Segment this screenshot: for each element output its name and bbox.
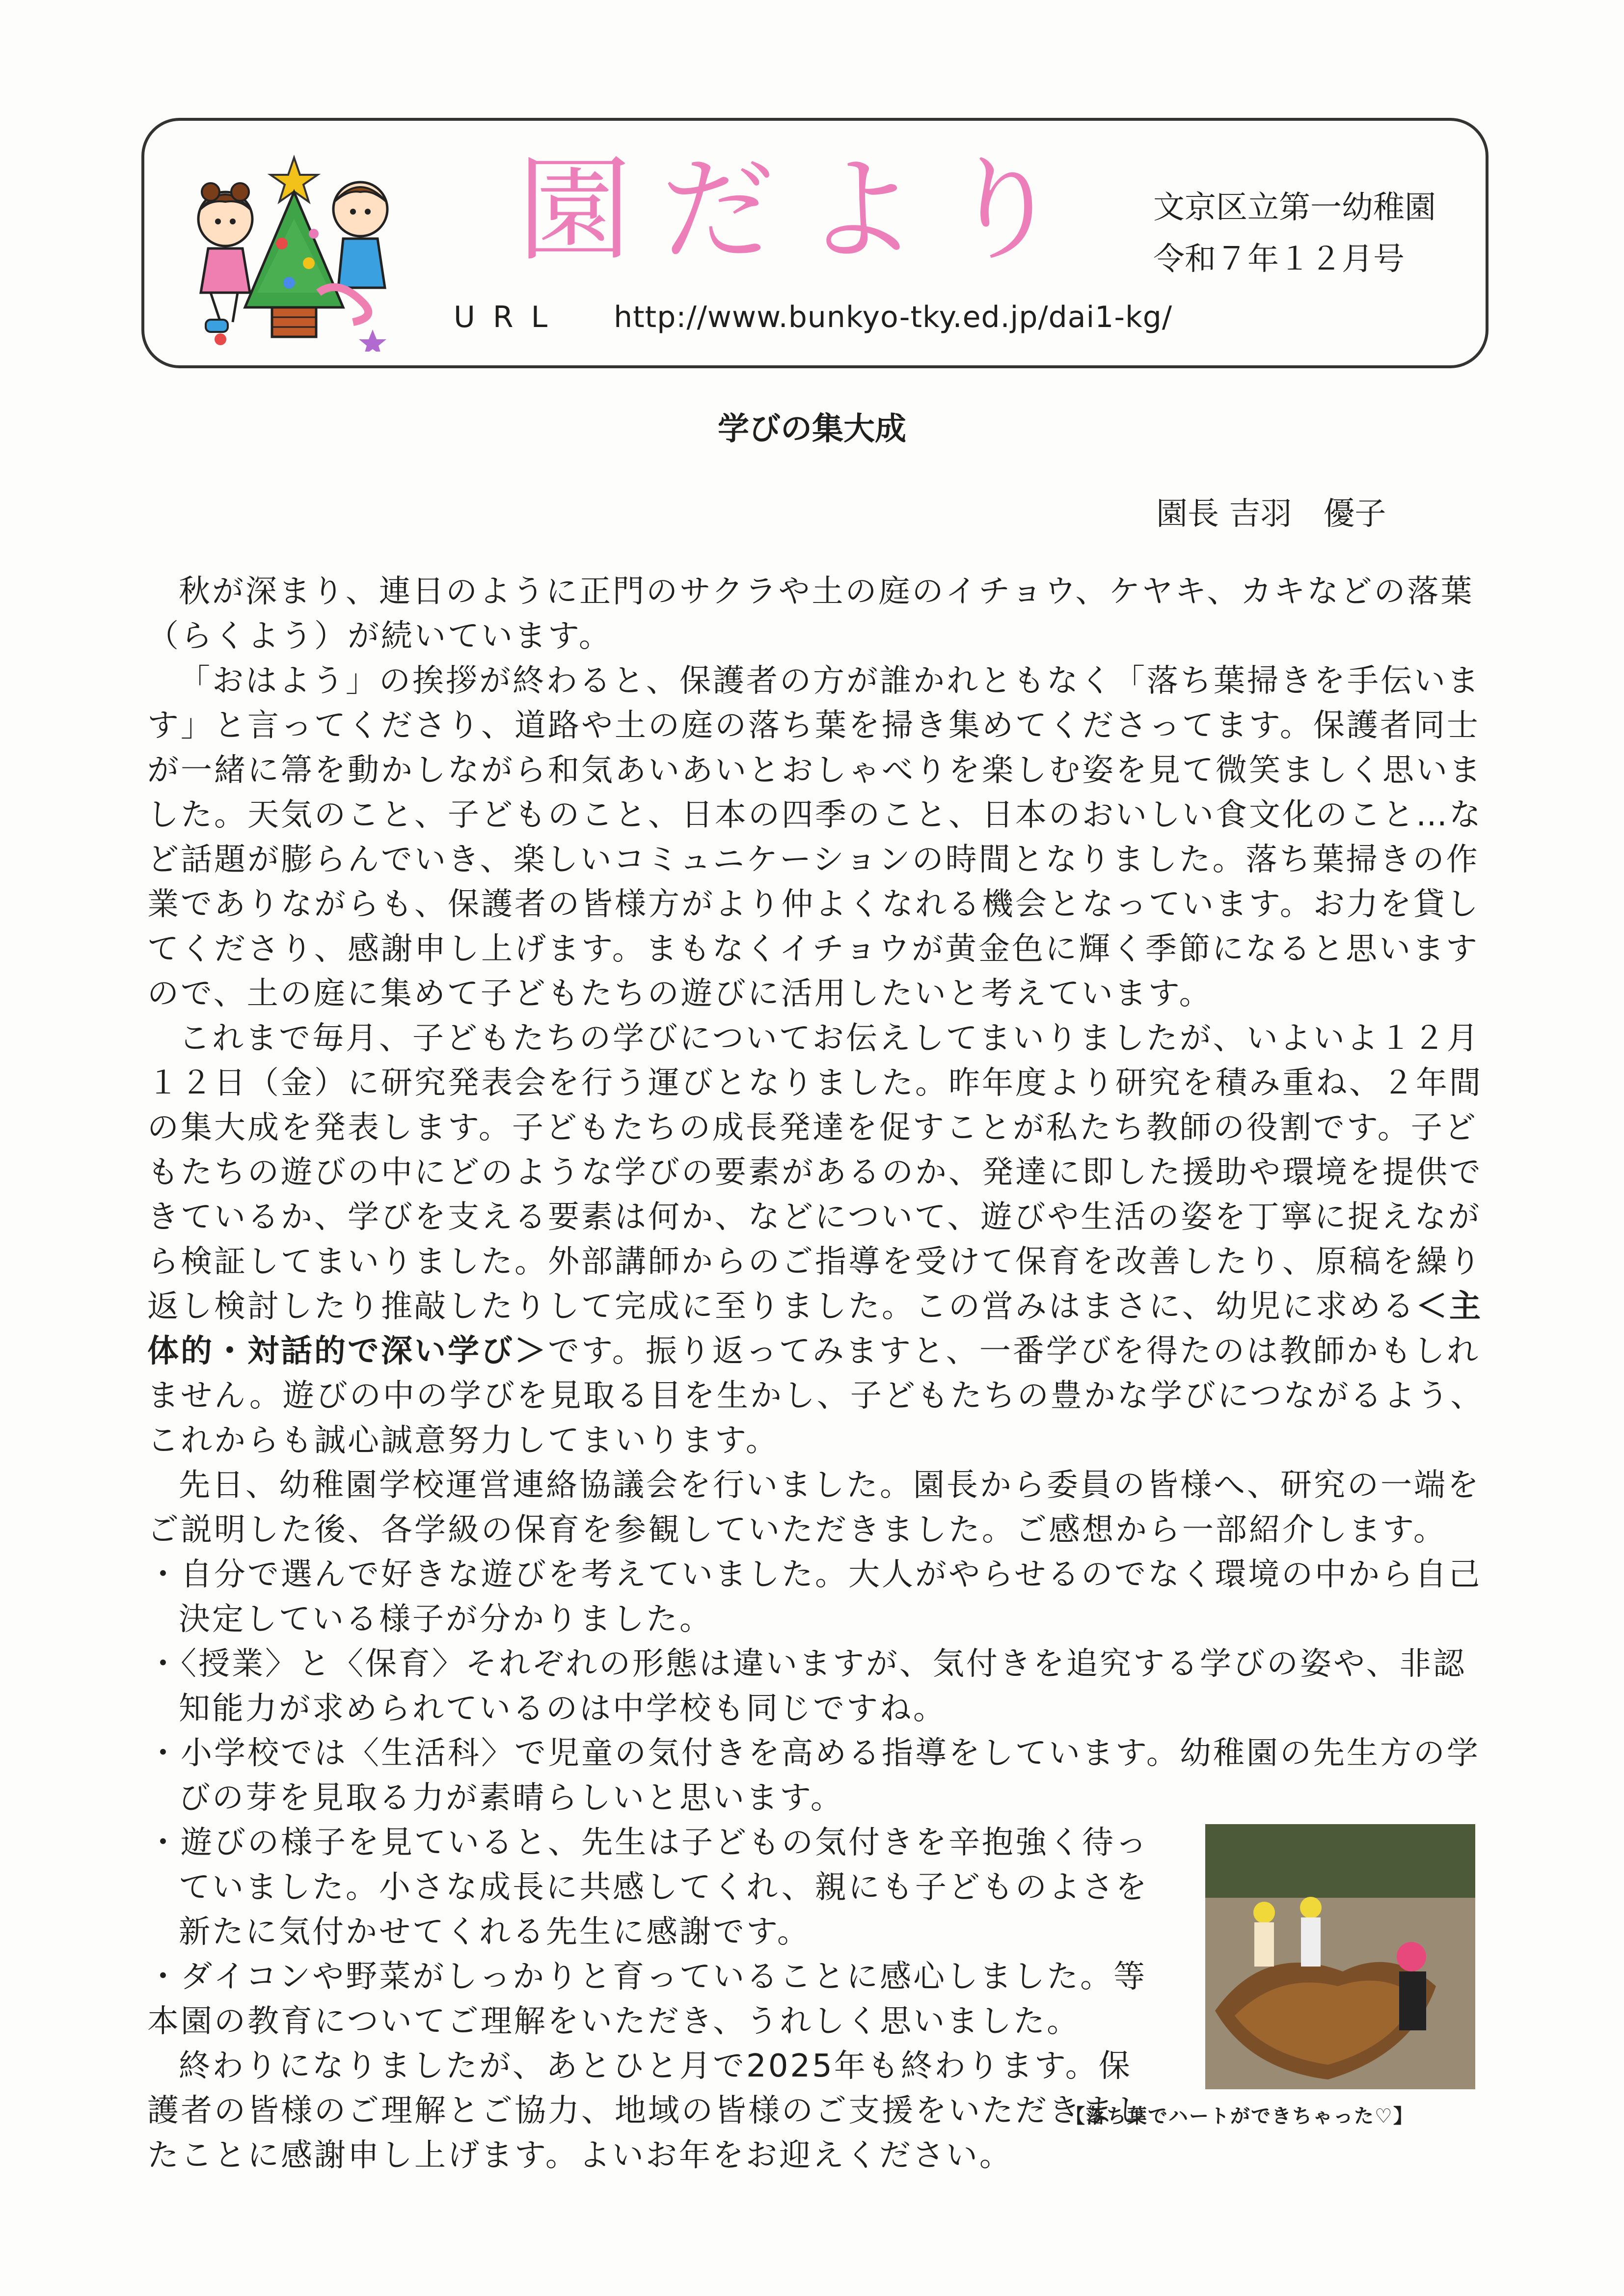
- paragraph-text: です。振り返ってみますと、一番学びを得たのは教師かもしれません。遊びの中の学びを見取る目を生かし、子どもたちの豊かな学びにつながるよう、これからも誠心誠意努力してまいります。: [147, 1333, 1484, 1459]
- article-title: 学びの集大成: [718, 411, 906, 447]
- paragraph: 先日、幼稚園学校運営連絡協議会を行いました。園長から委員の皆様へ、研究の一端をご説明した後、各学級の保育を参観していただきました。ご感想から一部紹介します。: [147, 1467, 1481, 1548]
- list-item: ・ダイコンや野菜がしっかりと育っていることに感心しました。等: [147, 1959, 1147, 1995]
- paragraph: [147, 1016, 1497, 1463]
- url-row: [454, 302, 1172, 332]
- paragraph: 秋が深まり、連日のように正門のサクラや土の庭のイチョウ、ケヤキ、カキなどの落葉（らくよう）が続いています。: [147, 574, 1474, 655]
- photo-caption: 【落ち葉でハートができちゃった♡】: [1065, 2105, 1414, 2128]
- paragraph: 終わりになりましたが、あとひと月で2025年も終わります。保護者の皆様のご理解とご協力、地域の皆様のご支援をいただきましたことに感謝申し上げます。よいお年をお迎えください。: [147, 2048, 1149, 2174]
- issue-date: 令和７年１２月号: [1153, 241, 1405, 277]
- school-name: 文京区立第一幼稚園: [1153, 190, 1436, 226]
- url-label: URL: [454, 300, 566, 334]
- list-item: ・自分で選んで好きな遊びを考えていました。大人がやらせるのでなく環境の中から自己決定している様子が分かりました。: [147, 1557, 1482, 1638]
- author: 園長 吉羽 優子: [1156, 496, 1386, 532]
- list-item: ・小学校では〈生活科〉で児童の気付きを高める指導をしています。幼稚園の先生方の学びの芽を見取る力が素晴らしいと思います。: [147, 1735, 1480, 1816]
- newsletter-header: [141, 118, 1489, 368]
- paragraph-text: これまで毎月、子どもたちの学びについてお伝えしてまいりましたが、いよいよ１２月１２日（金）に研究発表会を行う運びとなりました。昨年度より研究を積み重ね、２年間の集大成を発表します。子どもたちの成長発達を促すことが私たち教師の役割です。子どもたちの遊びの中にどのような学びの要素があるのか、発達に即した援助や環境を提供できているか、学びを支える要素は何か、などについて、遊びや生活の姿を丁寧に捉えながら検証してまいりました。外部講師からのご指導を受けて保育を改善したり、原稿を繰り返し検討したり推敲したりして完成に至りました。この営みはまさに、幼児に求める: [147, 1020, 1483, 1325]
- list-item-text: ・遊びの様子を見ていると、先生は子どもの気付きを辛抱強く待っていました。小さな成長に共感してくれ、親にも子どものよさを新たに気付かせてくれる先生に感謝です。: [147, 1825, 1149, 1950]
- paragraph: 「おはよう」の挨拶が終わると、保護者の方が誰かれともなく「落ち葉掃きを手伝います」と言ってくださり、道路や土の庭の落ち葉を掃き集めてくださってます。保護者同士が一緒に箒を動かしながら和気あいあいとおしゃべりを楽しむ姿を見て微笑ましく思いました。天気のこと、子どものこと、日本の四季のこと、日本のおいしい食文化のこと…など話題が膨らんでいき、楽しいコミュニケーションの時間となりました。落ち葉掃きの作業でありながらも、保護者の皆様方がより仲よくなれる機会となっています。お力を貸してくださり、感謝申し上げます。まもなくイチョウが黄金色に輝く季節になると思いますので、土の庭に集めて子どもたちの遊びに活用したいと考えています。: [147, 663, 1483, 1012]
- christmas-tree-children-icon: [191, 145, 397, 352]
- photo-illustration: [1205, 1824, 1475, 2089]
- newsletter-title: 園だより: [517, 144, 1091, 276]
- list-item: ・〈授業〉と〈保育〉それぞれの形態は違いますが、気付きを追究する学びの姿や、非認知能力が求められているのは中学校も同じですね。: [147, 1646, 1466, 1727]
- emphasis-text: ＜主体的・対話的で深い学び＞: [147, 1288, 1483, 1369]
- paragraph: 本園の教育についてご理解をいただき、うれしく思いました。: [147, 2003, 1081, 2040]
- url-link[interactable]: http://www.bunkyo-tky.ed.jp/dai1-kg/: [614, 300, 1173, 334]
- photo-leaf-heart: [1205, 1824, 1475, 2089]
